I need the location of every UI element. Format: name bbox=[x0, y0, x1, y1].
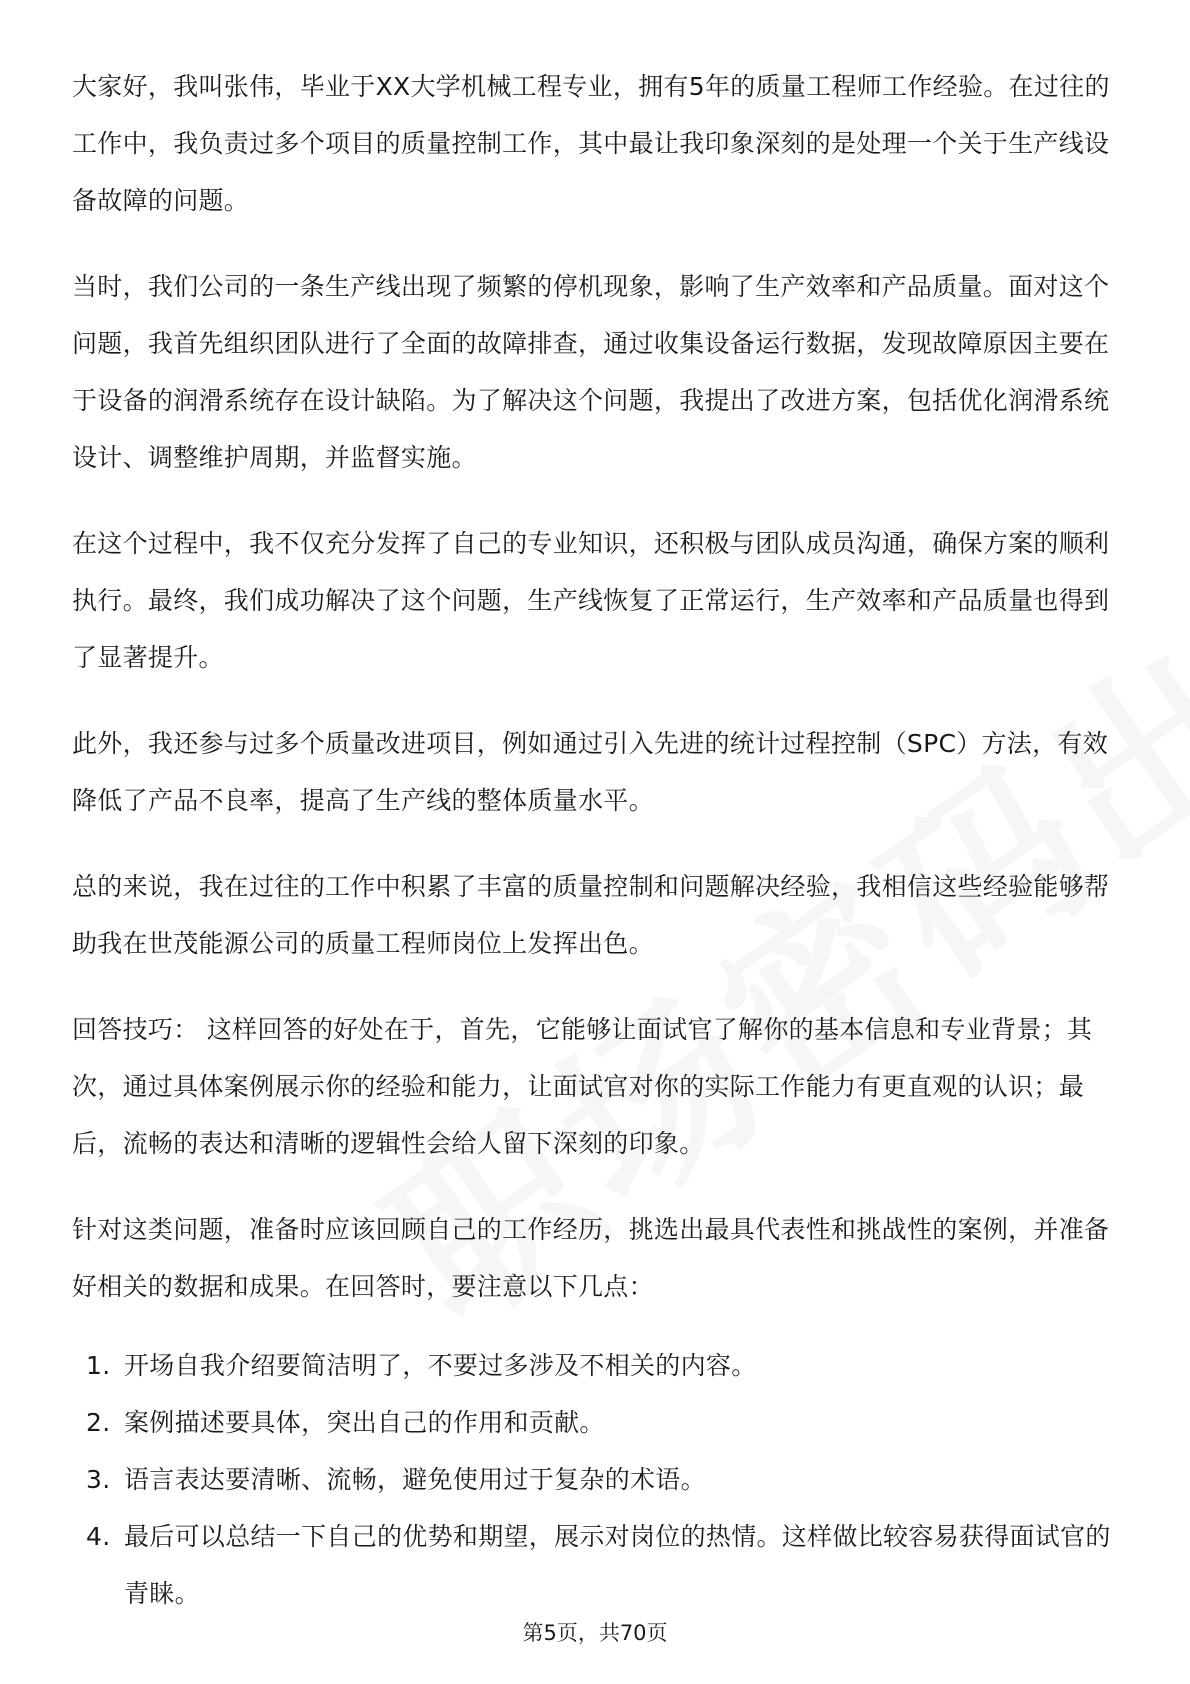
list-item bbox=[72, 1394, 1118, 1451]
list-item bbox=[72, 1508, 1118, 1622]
paragraph-spc: 此外，我还参与过多个质量改进项目，例如通过引入先进的统计过程控制（SPC）方法，有效降低了产品不良率，提高了生产线的整体质量水平。 bbox=[72, 729, 1109, 815]
list-item-number: 2. bbox=[86, 1408, 111, 1437]
paragraph-summary: 总的来说，我在过往的工作中积累了丰富的质量控制和问题解决经验，我相信这些经验能够帮助我在世茂能源公司的质量工程师岗位上发挥出色。 bbox=[72, 872, 1110, 958]
paragraph-problem: 当时，我们公司的一条生产线出现了频繁的停机现象，影响了生产效率和产品质量。面对这个问题，我首先组织团队进行了全面的故障排查，通过收集设备运行数据，发现故障原因主要在于设备的润滑系统存在设计缺陷。为了解决这个问题，我提出了改进方案，包括优化润滑系统设计、调整维护周期，并监督实施。 bbox=[72, 272, 1110, 472]
list-item-number: 1. bbox=[86, 1351, 111, 1380]
list-item-text: 案例描述要具体，突出自己的作用和贡献。 bbox=[124, 1408, 605, 1437]
paragraph-preparation: 针对这类问题，准备时应该回顾自己的工作经历，挑选出最具代表性和挑战性的案例，并准备好相关的数据和成果。在回答时，要注意以下几点： bbox=[72, 1215, 1110, 1301]
tips-list bbox=[72, 1337, 1118, 1622]
page-number-footer: 第5页，共70页 bbox=[522, 1621, 668, 1645]
document-body bbox=[72, 58, 1118, 1622]
list-item-text: 语言表达要清晰、流畅，避免使用过于复杂的术语。 bbox=[124, 1465, 706, 1494]
paragraph-intro: 大家好，我叫张伟，毕业于XX大学机械工程专业，拥有5年的质量工程师工作经验。在过往的工作中，我负责过多个项目的质量控制工作，其中最让我印象深刻的是处理一个关于生产线设备故障的问题。 bbox=[72, 72, 1110, 215]
list-item-number: 3. bbox=[86, 1465, 111, 1494]
list-item bbox=[72, 1337, 1118, 1394]
list-item bbox=[72, 1451, 1118, 1508]
list-item-number: 4. bbox=[86, 1522, 111, 1551]
paragraph-tips: 回答技巧： 这样回答的好处在于，首先，它能够让面试官了解你的基本信息和专业背景；其次，通过具体案例展示你的经验和能力，让面试官对你的实际工作能力有更直观的认识；最后，流畅的表达和清晰的逻辑性会给人留下深刻的印象。 bbox=[72, 1015, 1093, 1158]
paragraph-result: 在这个过程中，我不仅充分发挥了自己的专业知识，还积极与团队成员沟通，确保方案的顺利执行。最终，我们成功解决了这个问题，生产线恢复了正常运行，生产效率和产品质量也得到了显著提升。 bbox=[72, 529, 1110, 672]
list-item-text: 最后可以总结一下自己的优势和期望，展示对岗位的热情。这样做比较容易获得面试官的青睐。 bbox=[124, 1522, 1111, 1608]
list-item-text: 开场自我介绍要简洁明了，不要过多涉及不相关的内容。 bbox=[124, 1351, 757, 1380]
